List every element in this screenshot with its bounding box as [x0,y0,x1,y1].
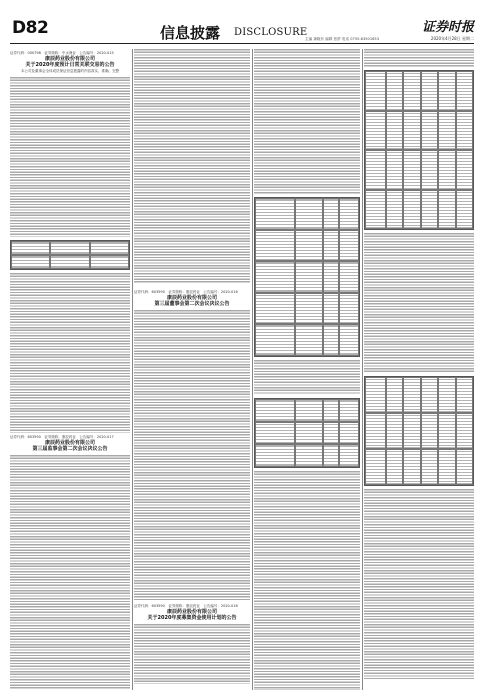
table-cell [295,399,323,422]
article-body [254,360,360,395]
stock-code-line: 证券代码：000798 证券简称：中水渔业 公告编号：2020-015 [10,51,114,55]
article-body [134,624,250,684]
table-cell [386,190,403,230]
article-heading [134,604,250,621]
article-note: 本公司及董事会全体成员保证信息披露的内容真实、准确、完整 [21,69,119,73]
data-table [10,240,130,270]
table-cell [438,377,455,413]
article-body [10,77,130,237]
column-2 [134,49,250,690]
table-cell [323,198,339,230]
table-cell [255,324,295,356]
column-4 [364,49,474,690]
table-cell [339,230,359,262]
table-cell [90,255,129,269]
table-cell [456,413,473,449]
table-cell [456,377,473,413]
table-cell [295,230,323,262]
table-cell [255,230,295,262]
table-cell [255,293,295,325]
table-cell [386,150,403,190]
table-cell [421,377,438,413]
section-title-en: DISCLOSURE [234,27,308,38]
article-body [134,310,250,600]
table-cell [255,422,295,445]
table-cell [339,261,359,293]
article-body [10,273,130,433]
article-body [10,455,130,690]
table-cell [50,241,89,255]
table-cell [339,324,359,356]
table-cell [339,422,359,445]
article-body [254,471,360,690]
table-cell [323,422,339,445]
table-cell [438,150,455,190]
table-cell [438,413,455,449]
table-cell [255,261,295,293]
article-title: 康辰药业股份有限公司 第三届监事会第二次会议决议公告 [32,440,108,452]
data-table [364,376,474,486]
table-cell [456,150,473,190]
table-cell [438,449,455,485]
table-cell [323,261,339,293]
table-cell [386,71,403,111]
table-cell [90,241,129,255]
column-divider [252,49,253,690]
table-cell [403,449,420,485]
table-cell [339,198,359,230]
table-cell [323,230,339,262]
article-title: 康辰药业股份有限公司 关于2020年度预计日常关联交易的公告 [25,56,115,68]
column-divider [132,49,133,690]
table-cell [456,111,473,151]
table-cell [421,413,438,449]
table-cell [365,71,386,111]
column-1 [10,49,130,690]
article-heading [10,51,130,74]
table-cell [456,449,473,485]
table-cell [386,449,403,485]
table-cell [456,71,473,111]
table-cell [365,449,386,485]
article-body [364,49,474,67]
masthead [0,0,484,45]
article-body [254,49,360,194]
article-body [134,49,250,284]
table-cell [323,324,339,356]
table-cell [255,444,295,467]
table-cell [11,241,50,255]
table-cell [438,190,455,230]
table-cell [403,150,420,190]
edition-date: 2020年4月28日 星期二 [430,36,474,41]
column-3 [254,49,360,690]
table-cell [295,261,323,293]
data-table [254,197,360,357]
table-cell [339,293,359,325]
table-cell [403,111,420,151]
table-cell [438,71,455,111]
table-cell [365,377,386,413]
table-cell [403,413,420,449]
stock-code-line: 证券代码：603590 证券简称：康辰药业 公告编号：2020-016 [134,290,238,294]
table-cell [421,449,438,485]
brand-logo: 证券时报 [421,20,474,35]
table-cell [295,444,323,467]
table-cell [323,399,339,422]
section-title: 信息披露 [160,24,221,42]
table-cell [255,399,295,422]
article-body [364,233,474,373]
article-body [364,489,474,679]
table-cell [365,190,386,230]
stock-code-line: 证券代码：603590 证券简称：康辰药业 公告编号：2020-018 [134,604,238,608]
table-cell [295,293,323,325]
column-divider [362,49,363,690]
table-cell [456,190,473,230]
stock-code-line: 证券代码：603590 证券简称：康辰药业 公告编号：2020-017 [10,435,114,439]
table-cell [365,150,386,190]
table-cell [295,324,323,356]
table-cell [386,413,403,449]
table-cell [386,111,403,151]
page-number: D82 [12,18,49,38]
table-cell [403,377,420,413]
article-heading [10,435,130,452]
table-cell [323,293,339,325]
article-title: 康辰药业股份有限公司 第三届董事会第二次会议决议公告 [154,295,230,307]
editor-info: 主编 龚晓东 编辑 张舒 电话 0755-83501653 [305,37,379,41]
article-heading [134,290,250,307]
data-table [254,398,360,468]
table-cell [438,111,455,151]
table-cell [339,399,359,422]
table-cell [421,71,438,111]
table-cell [295,198,323,230]
table-cell [386,377,403,413]
table-cell [421,190,438,230]
table-cell [323,444,339,467]
table-cell [421,150,438,190]
table-cell [50,255,89,269]
table-cell [403,71,420,111]
table-cell [255,198,295,230]
newspaper-brand [422,16,474,42]
masthead-rule [10,43,474,44]
table-cell [339,444,359,467]
data-table [364,70,474,230]
table-cell [365,111,386,151]
table-cell [421,111,438,151]
table-cell [295,422,323,445]
table-cell [11,255,50,269]
table-cell [365,413,386,449]
article-title: 康辰药业股份有限公司 关于2020年度募集资金使用计划的公告 [147,609,237,621]
table-cell [403,190,420,230]
